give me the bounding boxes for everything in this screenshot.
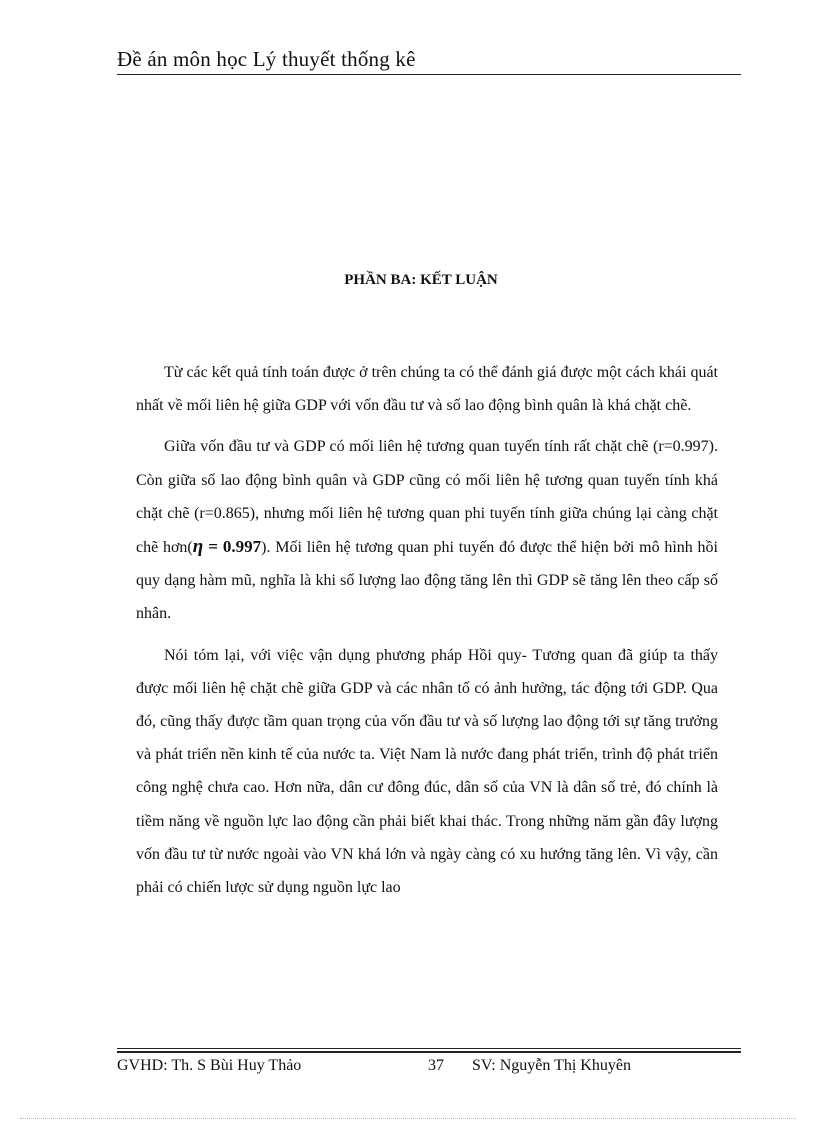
paragraph-1: Từ các kết quả tính toán được ở trên chúng ta có thể đánh giá được một cách khái quát nhất về mối liên hệ giữa GDP với vốn đầu tư và số lao động bình quân là khá chặt chẽ. (136, 364, 718, 415)
eta-equation (193, 537, 261, 556)
paragraph-2-before: Giữa vốn đầu tư và GDP có mối liên hệ tương quan tuyến tính rất chặt chẽ (r=0.997). Còn giữa số lao động bình quân và GDP cũng có mối liên hệ tương quan tuyến tính khá chặt chẽ (r=0.865), nhưng mối liên hệ tương quan phi tuyến tính giữa chúng lại càng chặt chẽ hơn( (136, 438, 718, 557)
footer-student: SV: Nguyễn Thị Khuyên (472, 1057, 631, 1074)
eta-value: = 0.997 (203, 537, 262, 557)
header-title: Đề án môn học Lý thuyết thống kê (117, 47, 416, 71)
page-footer (117, 1048, 741, 1088)
body-text (136, 356, 718, 904)
footer-advisor: GVHD: Th. S Bùi Huy Thảo (117, 1057, 302, 1074)
paragraph-2-after: ). Mối liên hệ tương quan phi tuyến đó được thể hiện bởi mô hình hồi quy dạng hàm mũ, nghĩa là khi số lượng lao động tăng lên thì GDP sẽ tăng lên theo cấp số nhân. (136, 539, 718, 623)
footer-page-number: 37 (428, 1057, 444, 1074)
paragraph-3: Nói tóm lại, với việc vận dụng phương pháp Hồi quy- Tương quan đã giúp ta thấy được mối liên hệ chặt chẽ giữa GDP và các nhân tố có ảnh hưởng, tác động tới GDP. Qua đó, cũng thấy được tầm quan trọng của vốn đầu tư và số lượng lao động tới sự tăng trưởng và phát triển nền kinh tế của nước ta. Việt Nam là nước đang phát triển, trình độ phát triển công nghệ chưa cao. Hơn nữa, dân cư đông đúc, dân số của VN là dân số trẻ, đó chính là tiềm năng về nguồn lực lao động cần phải biết khai thác. Trong những năm gần đây lượng vốn đầu tư từ nước ngoài vào VN khá lớn và ngày càng có xu hướng tăng lên. Vì vậy, cần phải có chiến lược sử dụng nguồn lực lao (136, 646, 718, 897)
header-rule (117, 74, 741, 75)
page-bottom-divider (20, 1118, 796, 1119)
page-header (117, 46, 741, 72)
footer-rule-top (117, 1048, 741, 1049)
section-title: PHẦN BA: KẾT LUẬN (344, 272, 498, 288)
footer-rule-bottom (117, 1051, 741, 1053)
paragraph-2 (136, 430, 718, 630)
eta-symbol: η (192, 536, 204, 558)
